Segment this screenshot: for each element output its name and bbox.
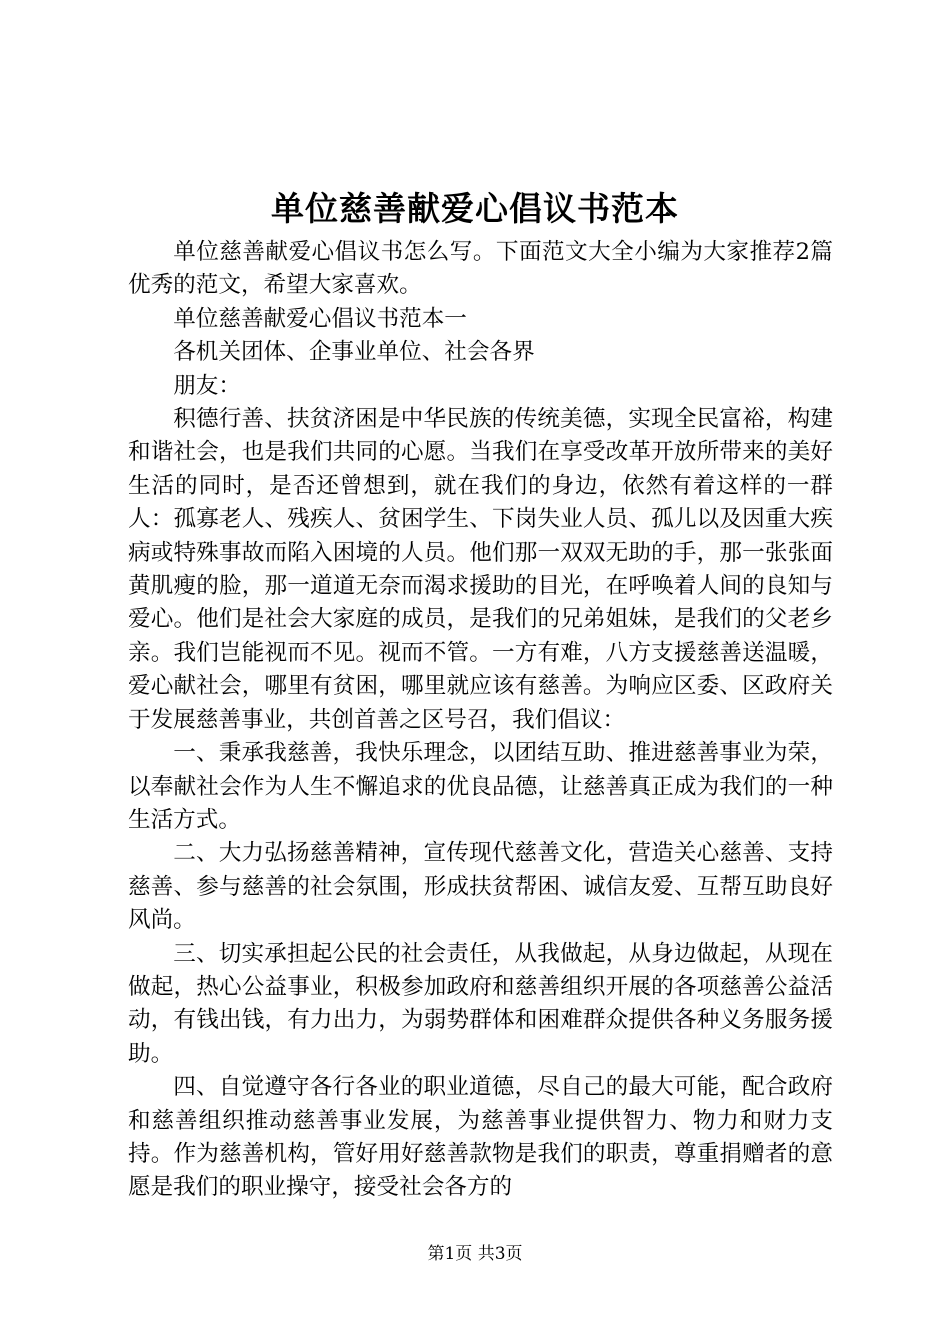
body-paragraph: 积德行善、扶贫济困是中华民族的传统美德，实现全民富裕，构建和谐社会，也是我们共同的心愿。当我们在享受改革开放所带来的美好生活的同时，是否还曾想到，就在我们的身边，依然有着这样的一群人：孤寡老人、残疾人、贫困学生、下岗失业人员、孤儿以及因重大疾病或特殊事故而陷入困境的人员。他们那一双双无助的手，那一张张面黄肌瘦的脸，那一道道无奈而渴求援助的目光，在呼唤着人间的良知与爱心。他们是社会大家庭的成员，是我们的兄弟姐妹，是我们的父老乡亲。我们岂能视而不见。视而不管。一方有难，八方支援慈善送温暖，爱心献社会，哪里有贫困，哪里就应该有慈善。为响应区委、区政府关于发展慈善事业，共创首善之区号召，我们倡议： (128, 406, 833, 733)
salutation-line: 朋友： (173, 372, 241, 399)
proposal-item: 四、自觉遵守各行各业的职业道德，尽自己的最大可能，配合政府和慈善组织推动慈善事业发展，为慈善事业提供智力、物力和财力支持。作为慈善机构，管好用好慈善款物是我们的职责，尊重捐赠者的意愿是我们的职业操守，接受社会各方的 (128, 1074, 833, 1201)
document-body (128, 236, 833, 1205)
document-title: 单位慈善献爱心倡议书范本 (271, 189, 679, 228)
intro-paragraph: 单位慈善献爱心倡议书怎么写。下面范文大全小编为大家推荐2篇优秀的范文，希望大家喜欢。 (128, 239, 833, 299)
salutation-line: 各机关团体、企事业单位、社会各界 (173, 339, 535, 366)
proposal-item: 二、大力弘扬慈善精神，宣传现代慈善文化，营造关心慈善、支持慈善、参与慈善的社会氛围，形成扶贫帮困、诚信友爱、互帮互助良好风尚。 (128, 840, 833, 934)
section-heading: 单位慈善献爱心倡议书范本一 (173, 305, 467, 332)
page-footer: 第1页 共3页 (427, 1244, 523, 1264)
proposal-item: 一、秉承我慈善，我快乐理念，以团结互助、推进慈善事业为荣，以奉献社会作为人生不懈追求的优良品德，让慈善真正成为我们的一种生活方式。 (128, 740, 833, 833)
proposal-item: 三、切实承担起公民的社会责任，从我做起，从身边做起，从现在做起，热心公益事业，积极参加政府和慈善组织开展的各项慈善公益活动，有钱出钱，有力出力，为弱势群体和困难群众提供各种义务服务援助。 (128, 940, 833, 1067)
